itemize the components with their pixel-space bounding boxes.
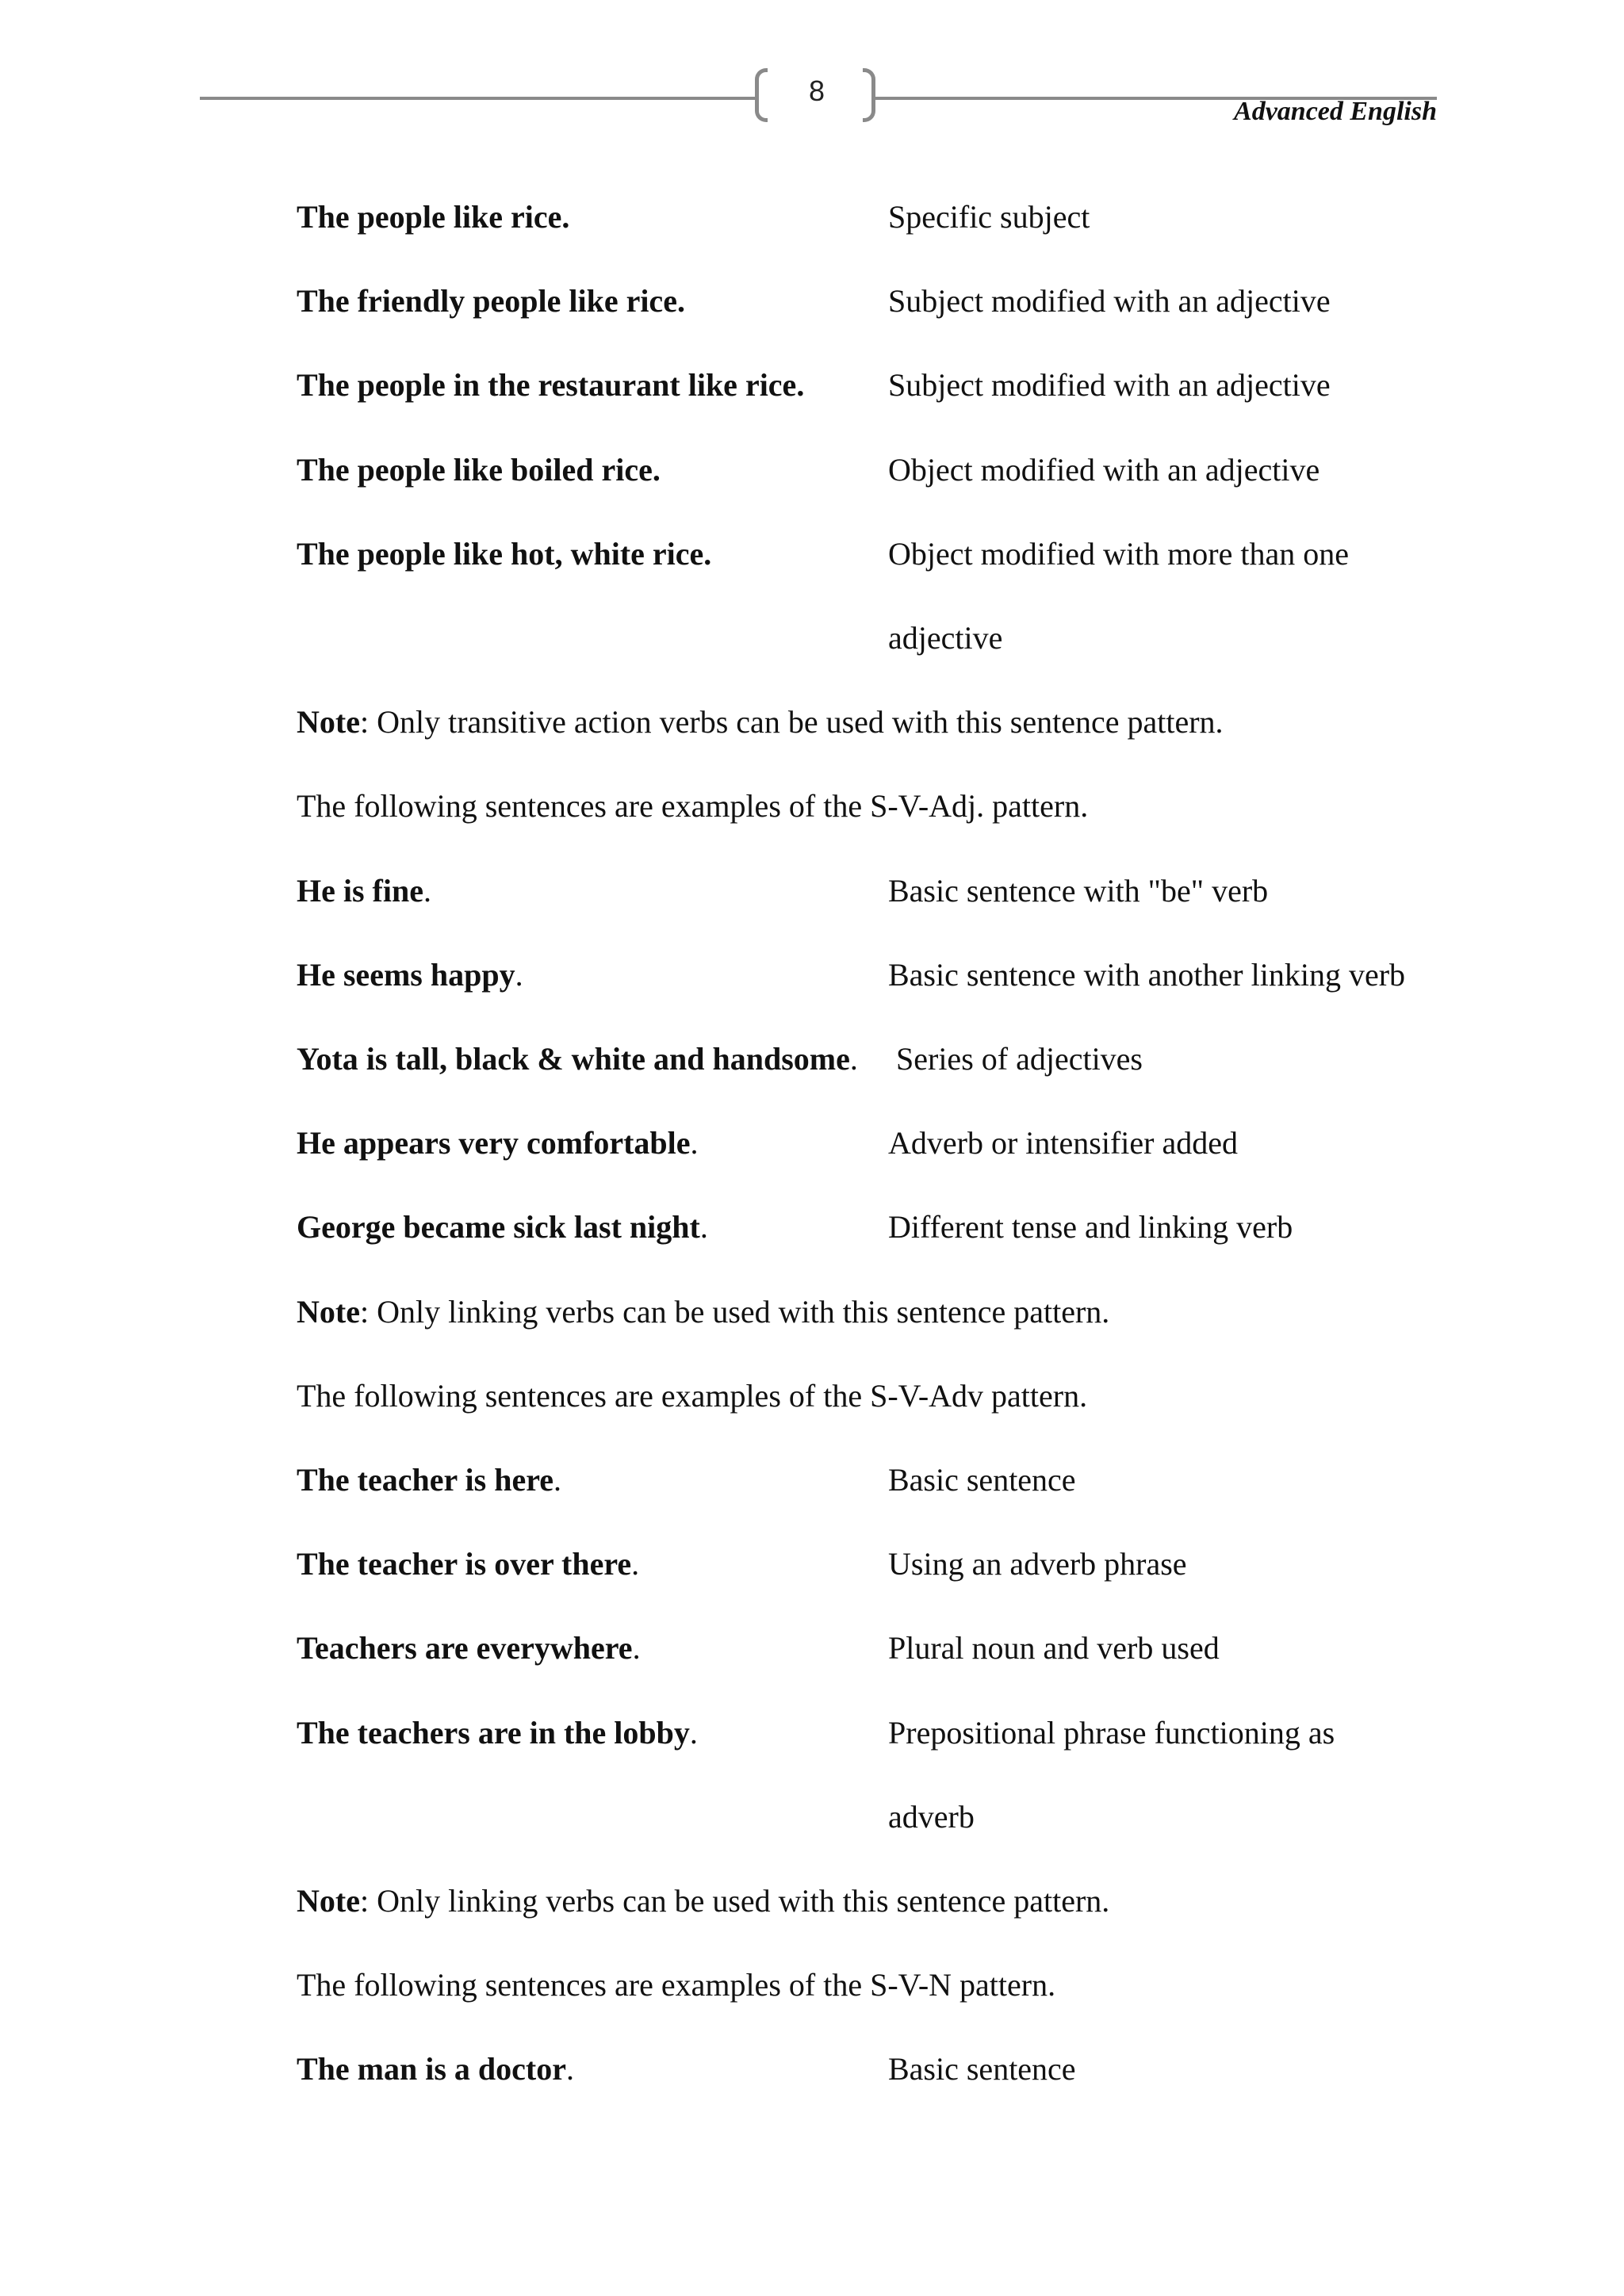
example-sentence: The people like rice. — [297, 199, 570, 235]
note-line — [297, 1882, 1109, 1920]
example-row — [297, 956, 1406, 994]
pattern-description: Specific subject — [888, 199, 1090, 235]
sentence-punctuation: . — [566, 2051, 574, 2087]
example-row — [297, 366, 1331, 404]
example-row — [297, 1545, 1187, 1583]
example-sentence: The friendly people like rice. — [297, 283, 685, 319]
example-sentence: He seems happy — [297, 957, 515, 993]
example-row — [297, 2050, 1076, 2088]
example-row — [297, 282, 1331, 320]
example-sentence: He appears very comfortable — [297, 1125, 691, 1161]
intro-text: The following sentences are examples of the S-V-Adj. pattern. — [297, 788, 1089, 824]
sentence-punctuation: . — [423, 873, 431, 909]
note-label: Note — [297, 1294, 360, 1330]
example-row — [297, 1461, 1076, 1499]
sentence-punctuation: . — [632, 1630, 641, 1666]
sentence-punctuation: . — [699, 1209, 708, 1245]
intro-paragraph — [297, 1966, 1055, 2004]
pattern-description: Object modified with more than one — [888, 536, 1349, 572]
example-row — [297, 872, 1269, 910]
pattern-description: Prepositional phrase functioning as — [888, 1715, 1335, 1751]
pattern-description: Using an adverb phrase — [888, 1546, 1187, 1582]
sentence-punctuation: . — [849, 1041, 858, 1077]
left-bracket-ornament — [755, 68, 768, 122]
pattern-description: Basic sentence — [888, 2051, 1076, 2087]
pattern-description: adverb — [888, 1799, 975, 1835]
note-line — [297, 703, 1224, 741]
example-sentence: The teacher is over there — [297, 1546, 632, 1582]
pattern-description: adjective — [888, 620, 1003, 656]
intro-paragraph — [297, 787, 1088, 825]
note-label: Note — [297, 704, 360, 740]
example-sentence: The teachers are in the lobby — [297, 1715, 690, 1751]
example-sentence: The people in the restaurant like rice. — [297, 367, 805, 403]
running-title: Advanced English — [1234, 97, 1437, 126]
sentence-punctuation: . — [690, 1125, 699, 1161]
note-text: : Only linking verbs can be used with this sentence pattern. — [359, 1294, 1110, 1330]
example-row — [297, 1208, 1293, 1246]
note-label: Note — [297, 1883, 360, 1919]
example-sentence: The man is a doctor — [297, 2051, 566, 2087]
example-row — [297, 198, 1090, 236]
example-sentence: Teachers are everywhere — [297, 1630, 633, 1666]
note-text: : Only transitive action verbs can be used with this sentence pattern. — [359, 704, 1224, 740]
pattern-description: Basic sentence with "be" verb — [888, 873, 1269, 909]
pattern-description: Subject modified with an adjective — [888, 367, 1331, 403]
pattern-description: Plural noun and verb used — [888, 1630, 1220, 1666]
example-row — [297, 1124, 1238, 1162]
intro-paragraph — [297, 1377, 1087, 1415]
pattern-description: Adverb or intensifier added — [888, 1125, 1238, 1161]
note-line — [297, 1293, 1109, 1331]
example-sentence: Yota is tall, black & white and handsome — [297, 1041, 850, 1077]
example-row — [297, 535, 1349, 573]
example-sentence: The people like hot, white rice. — [297, 536, 712, 572]
intro-text: The following sentences are examples of the S-V-N pattern. — [297, 1967, 1056, 2003]
right-bracket-ornament — [863, 68, 875, 122]
sentence-punctuation: . — [689, 1715, 698, 1751]
note-text: : Only linking verbs can be used with this sentence pattern. — [359, 1883, 1110, 1919]
pattern-description: Different tense and linking verb — [888, 1209, 1293, 1245]
pattern-description: Series of adjectives — [896, 1041, 1143, 1077]
example-sentence: The teacher is here — [297, 1462, 554, 1498]
header-rule-left — [200, 97, 755, 100]
sentence-punctuation: . — [631, 1546, 640, 1582]
pattern-description: Basic sentence with another linking verb — [888, 957, 1406, 993]
pattern-description: Subject modified with an adjective — [888, 283, 1331, 319]
pattern-description: Basic sentence — [888, 1462, 1076, 1498]
sentence-punctuation: . — [553, 1462, 562, 1498]
example-sentence: The people like boiled rice. — [297, 452, 661, 488]
sentence-punctuation: . — [515, 957, 523, 993]
example-sentence: George became sick last night — [297, 1209, 700, 1245]
example-sentence: He is fine — [297, 873, 423, 909]
example-row — [297, 1629, 1220, 1667]
page-number: 8 — [808, 75, 825, 107]
pattern-description: Object modified with an adjective — [888, 452, 1320, 488]
example-row — [297, 1040, 1143, 1078]
intro-text: The following sentences are examples of the S-V-Adv pattern. — [297, 1378, 1088, 1414]
example-row — [297, 1714, 1335, 1752]
example-row — [297, 451, 1320, 489]
